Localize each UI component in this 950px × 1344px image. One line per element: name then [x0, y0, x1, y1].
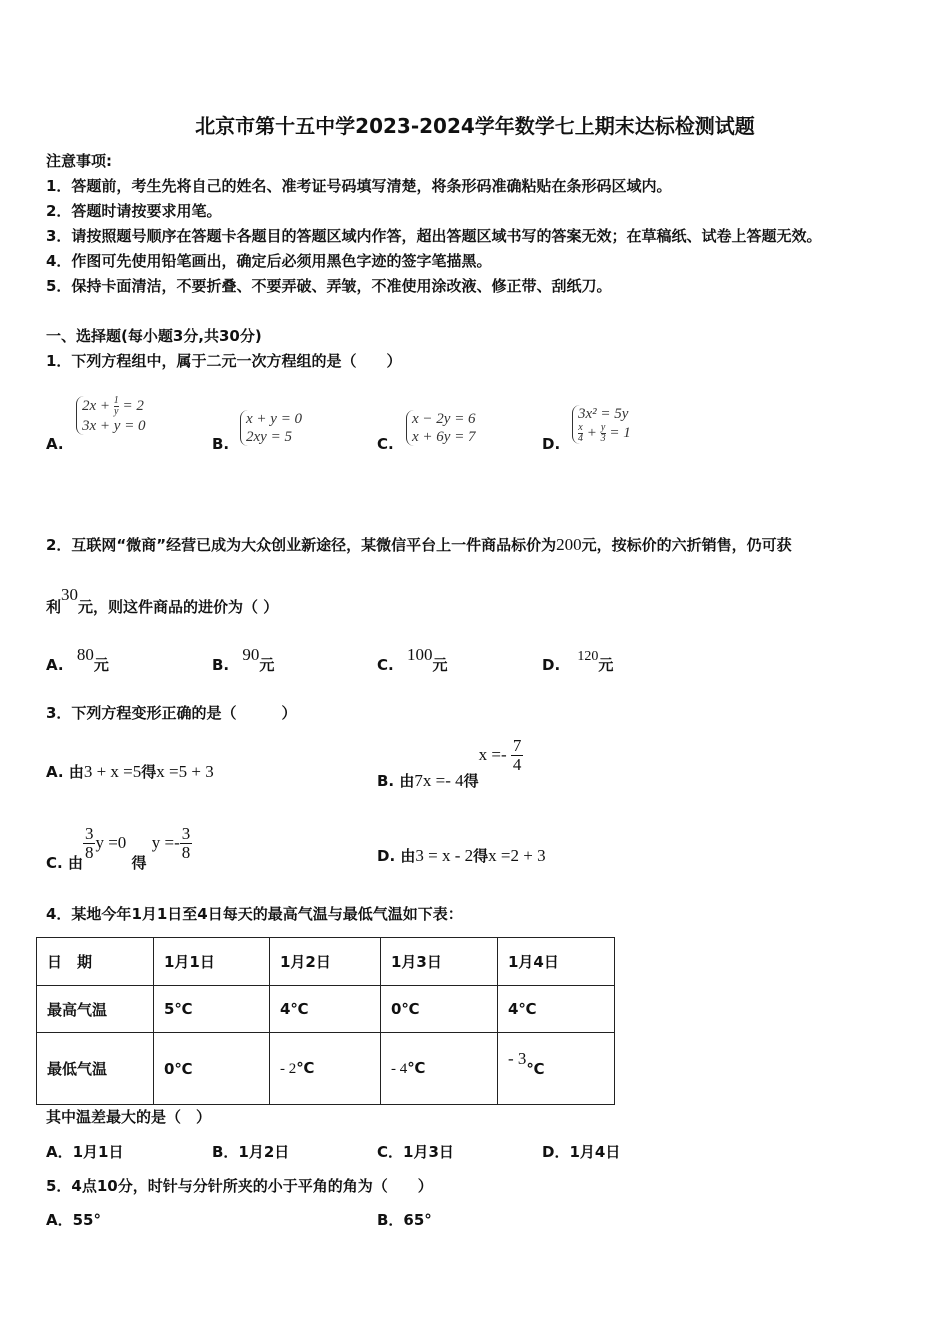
- q4-option-d[interactable]: D．1月4日: [542, 1143, 621, 1161]
- q1-option-a-label[interactable]: A.: [46, 435, 64, 453]
- q1-option-b-system[interactable]: x + y = 0 2xy = 5: [240, 410, 302, 446]
- temperature-table: [36, 937, 615, 1105]
- note-item: 3．请按照题号顺序在答题卡各题目的答题区域内作答，超出答题区域书写的答案无效；在草稿纸、试卷上答题无效。: [46, 227, 822, 245]
- q2-stem-line2: 利30元，则这件商品的进价为（ ）: [46, 585, 279, 616]
- q2-option-b[interactable]: B. 90元: [212, 645, 275, 674]
- q4-stem: 4．某地今年1月1日至4日每天的最高气温与最低气温如下表：: [46, 905, 463, 923]
- table-row: 最高气温 5℃ 4℃ 0℃ 4℃: [37, 986, 615, 1033]
- q4-option-a[interactable]: A．1月1日: [46, 1143, 124, 1161]
- q4-option-c[interactable]: C．1月3日: [377, 1143, 454, 1161]
- q5-option-a[interactable]: A．55°: [46, 1211, 101, 1229]
- q1-option-c-system[interactable]: x − 2y = 6 x + 6y = 7: [406, 410, 476, 446]
- page-title: 北京市第十五中学2023-2024学年数学七上期末达标检测试题: [195, 114, 755, 138]
- q4-option-b[interactable]: B．1月2日: [212, 1143, 290, 1161]
- table-row: 最低气温 0℃ - 2℃ - 4℃ - 3℃: [37, 1033, 615, 1105]
- q1-option-a-system[interactable]: 2x + $\frac{1}{y}$ = 2 3x + y = 0: [76, 396, 146, 435]
- q2-option-c[interactable]: C. 100元: [377, 645, 448, 674]
- q3-option-c[interactable]: C. 由 $\frac{3}{8}$ y =0 得 y =- $\frac{3}{8}$: [46, 824, 191, 872]
- q1-option-d-system[interactable]: 3x² = 5y $\frac{x}{4}$ + $\frac{y}{3}$ = 1: [572, 405, 631, 444]
- table-header-row: 日 期 1月1日 1月2日 1月3日 1月4日: [37, 938, 615, 986]
- q2-stem: 2．互联网“微商”经营已成为大众创业新途径，某微信平台上一件商品标价为200元，按标价的六折销售，仍可获: [46, 535, 792, 554]
- q3-stem: 3．下列方程变形正确的是（ ）: [46, 704, 297, 722]
- note-item: 5．保持卡面清洁，不要折叠、不要弄破、弄皱，不准使用涂改液、修正带、刮纸刀。: [46, 277, 612, 295]
- q2-option-d[interactable]: D. 120元: [542, 649, 614, 674]
- q2-option-a[interactable]: A. 80元: [46, 645, 109, 674]
- q5-stem: 5．4点10分，时针与分针所夹的小于平角的角为（ ）: [46, 1177, 433, 1195]
- q1-option-c-label[interactable]: C.: [377, 435, 394, 453]
- q1-option-d-label[interactable]: D.: [542, 435, 561, 453]
- notes-header: 注意事项:: [46, 152, 112, 170]
- q3-option-a[interactable]: A. 由3 + x =5得x =5 + 3: [46, 762, 214, 781]
- section-heading: 一、选择题(每小题3分,共30分): [46, 327, 262, 345]
- note-item: 4．作图可先使用铅笔画出，确定后必须用黑色字迹的签字笔描黑。: [46, 252, 492, 270]
- q4-question: 其中温差最大的是（ ）: [46, 1108, 212, 1126]
- q3-option-b[interactable]: B. 由7x =- 4得x =- $\frac{7}{4}$: [377, 736, 522, 790]
- q1-option-b-label[interactable]: B.: [212, 435, 230, 453]
- note-item: 1．答题前，考生先将自己的姓名、准考证号码填写清楚，将条形码准确粘贴在条形码区域内。: [46, 177, 672, 195]
- note-item: 2．答题时请按要求用笔。: [46, 202, 222, 220]
- q5-option-b[interactable]: B．65°: [377, 1211, 432, 1229]
- q1-stem: 1．下列方程组中，属于二元一次方程组的是（ ）: [46, 352, 402, 370]
- q3-option-d[interactable]: D. 由3 = x - 2得x =2 + 3: [377, 846, 546, 865]
